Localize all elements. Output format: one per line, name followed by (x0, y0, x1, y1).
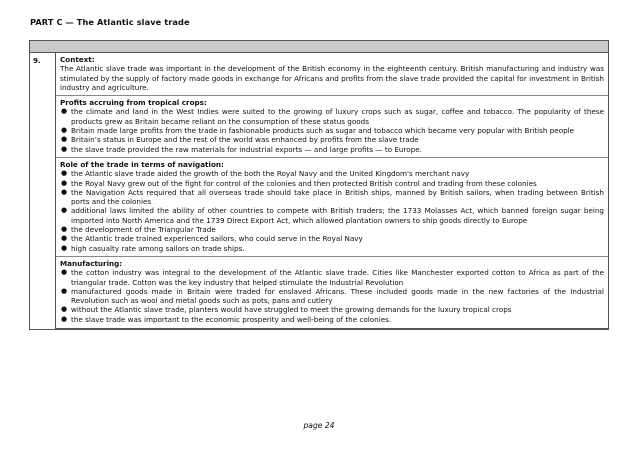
question-content (56, 53, 608, 329)
page-number: page 24 (303, 421, 335, 430)
bullet-icon: ● (61, 126, 68, 135)
table-row (30, 53, 608, 329)
bullet-icon: ● (61, 169, 68, 178)
navigation-list (60, 169, 604, 253)
manufacturing-list (60, 268, 604, 324)
list-item (60, 169, 604, 178)
bullet-icon: ● (61, 225, 68, 234)
list-item (60, 268, 604, 287)
bullet-icon: ● (61, 305, 68, 314)
context-text: The Atlantic slave trade was important in the development of the British economy in the eighteenth century. British manufacturing and industry was stimulated by the supply of factory made goods in exchange for Africans and profits from the slave trade provided the capital for investment in British industry and agriculture. (60, 64, 604, 92)
list-item (60, 188, 604, 207)
list-item (60, 225, 604, 234)
bullet-icon: ● (61, 187, 68, 196)
bullet-icon: ● (61, 286, 68, 295)
list-item (60, 287, 604, 306)
profits-heading: Profits accruing from tropical crops: (60, 98, 207, 108)
list-item (60, 244, 604, 253)
list-item-text: the slave trade was important to the economic prosperity and well-being of the colonies. (71, 314, 392, 324)
list-item (60, 305, 604, 314)
list-item-text: Britain made large profits from the trade in fashionable products such as sugar and tobacco which became very popular with British people (71, 126, 575, 136)
bullet-icon: ● (61, 243, 68, 252)
list-item-text: Britain’s status in Europe and the rest of the world was enhanced by profits from the slave trade (71, 135, 419, 145)
list-item-text: the Atlantic slave trade aided the growth of the both the Royal Navy and the United Kingdom's merchant navy (71, 169, 470, 179)
list-item-text: the Navigation Acts required that all overseas trade should take place in British ships, manned by British sailors, when trading between British ports and the colonies (71, 187, 604, 207)
list-item (60, 315, 604, 324)
navigation-heading: Role of the trade in terms of navigation: (60, 159, 224, 169)
list-item-text: the development of the Triangular Trade (71, 225, 216, 235)
marking-table (29, 40, 609, 330)
list-item-text: without the Atlantic slave trade, planters would have struggled to meet the growing demands for the luxury tropical crops (71, 305, 512, 315)
bullet-icon: ● (61, 314, 68, 323)
table-header-bar (30, 41, 608, 53)
bullet-icon: ● (61, 135, 68, 144)
list-item (60, 234, 604, 243)
manufacturing-section (56, 257, 608, 329)
list-item (60, 126, 604, 135)
bullet-icon: ● (61, 234, 68, 243)
list-item (60, 179, 604, 188)
bullet-icon: ● (61, 206, 68, 215)
list-item-text: the Royal Navy grew out of the fight for control of the colonies and then protected British control and trading from these colonies (71, 178, 537, 188)
context-section (56, 53, 608, 96)
list-item-text: the climate and land in the West Indies were suited to the growing of luxury crops such as sugar, coffee and tobacco. The popularity of these products grew as Britain became reliant on the consumption of these status goods (71, 107, 604, 126)
navigation-section (56, 158, 608, 257)
list-item (60, 145, 604, 154)
profits-list (60, 107, 604, 153)
profits-section (56, 96, 608, 158)
list-item (60, 206, 604, 225)
list-item-text: manufactured goods made in Britain were traded for enslaved Africans. These included goods made in the new factories of the Industrial Revolution such as wool and metal goods such as pots, pans and cutlery (71, 286, 604, 306)
manufacturing-heading: Manufacturing: (60, 258, 123, 268)
list-item-text: the slave trade provided the raw materials for industrial exports — and large profits — to Europe. (71, 144, 422, 154)
question-number: 9. (30, 53, 56, 329)
list-item-text: high casualty rate among sailors on trade ships. (71, 243, 245, 253)
bullet-icon: ● (61, 144, 68, 153)
bullet-icon: ● (61, 268, 68, 277)
context-heading: Context: (60, 55, 95, 64)
list-item (60, 107, 604, 126)
bullet-icon: ● (61, 178, 68, 187)
list-item-text: the Atlantic trade trained experienced sailors, who could serve in the Royal Navy (71, 234, 363, 244)
list-item (60, 135, 604, 144)
part-title: PART C — The Atlantic slave trade (30, 17, 190, 27)
bullet-icon: ● (61, 107, 68, 116)
list-item-text: additional laws limited the ability of other countries to compete with British traders; the 1733 Molasses Act, which banned foreign sugar being imported into North America and the 1739 Direct Export Act, which allowed plantation owners to ship goods directly to Europe (71, 206, 604, 225)
list-item-text: the cotton industry was integral to the development of the Atlantic slave trade. Cities like Manchester exported cotton to Africa as part of the triangular trade. Cotton was the key industry that helped stimulate the Industrial Revolution (71, 268, 604, 287)
